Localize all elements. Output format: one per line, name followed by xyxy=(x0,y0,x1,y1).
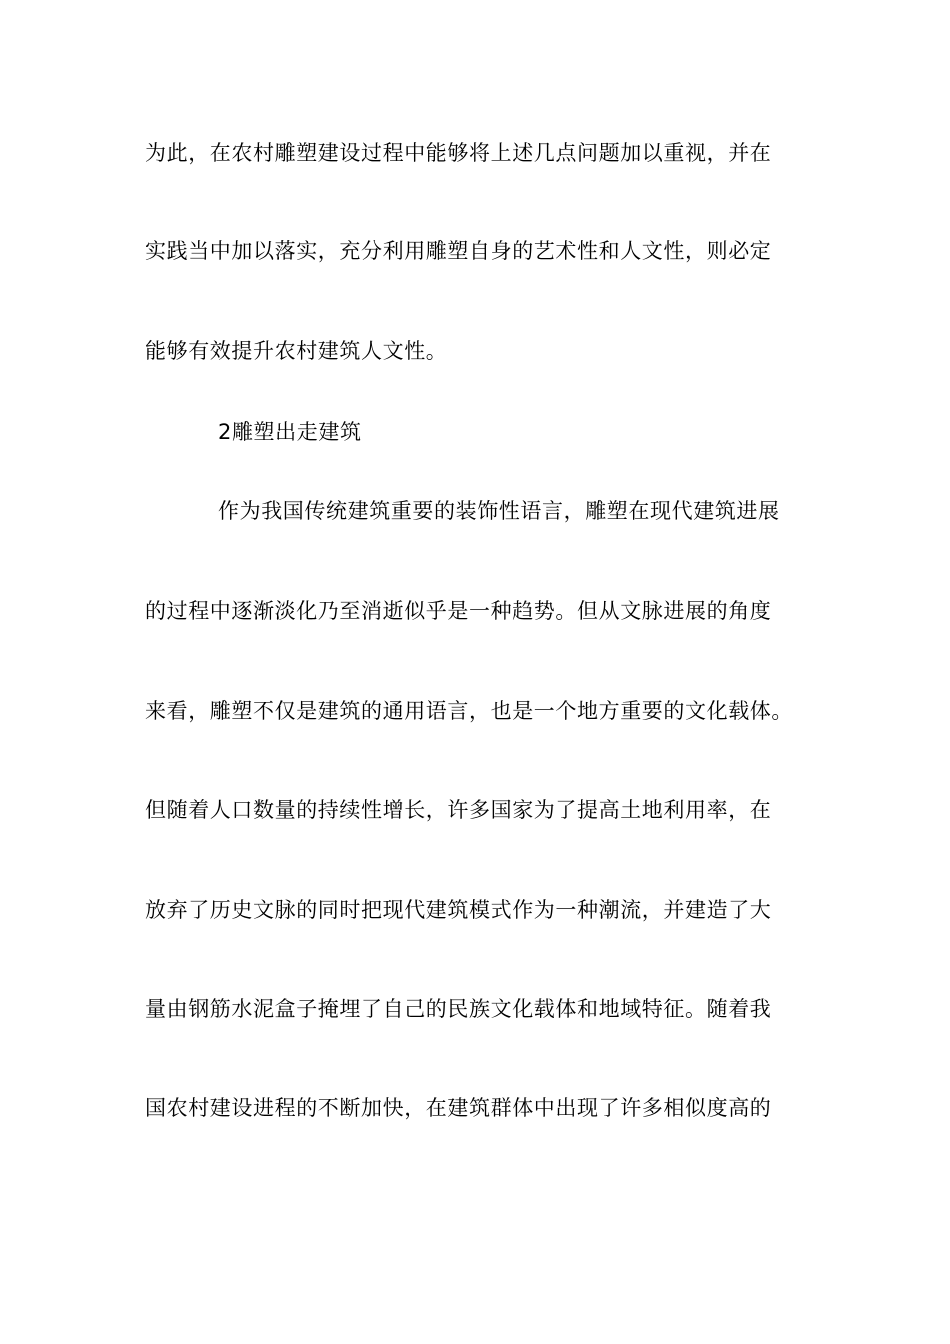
paragraph-line: 国农村建设进程的不断加快，在建筑群体中出现了许多相似度高的 xyxy=(145,1096,772,1120)
section-heading: 2雕塑出走建筑 xyxy=(218,420,362,444)
paragraph-line: 来看，雕塑不仅是建筑的通用语言，也是一个地方重要的文化载体。 xyxy=(145,699,793,723)
paragraph-line: 但随着人口数量的持续性增长，许多国家为了提高土地利用率，在 xyxy=(145,798,772,822)
paragraph-line: 量由钢筋水泥盒子掩埋了自己的民族文化载体和地域特征。随着我 xyxy=(145,997,772,1021)
paragraph-line: 能够有效提升农村建筑人文性。 xyxy=(145,339,448,363)
paragraph-line: 放弃了历史文脉的同时把现代建筑模式作为一种潮流，并建造了大 xyxy=(145,898,772,922)
paragraph-line: 作为我国传统建筑重要的装饰性语言，雕塑在现代建筑进展 xyxy=(218,499,780,523)
paragraph-line: 的过程中逐渐淡化乃至消逝似乎是一种趋势。但从文脉进展的角度 xyxy=(145,599,772,623)
paragraph-line: 实践当中加以落实，充分利用雕塑自身的艺术性和人文性，则必定 xyxy=(145,239,772,263)
paragraph-line: 为此，在农村雕塑建设过程中能够将上述几点问题加以重视，并在 xyxy=(145,141,772,165)
